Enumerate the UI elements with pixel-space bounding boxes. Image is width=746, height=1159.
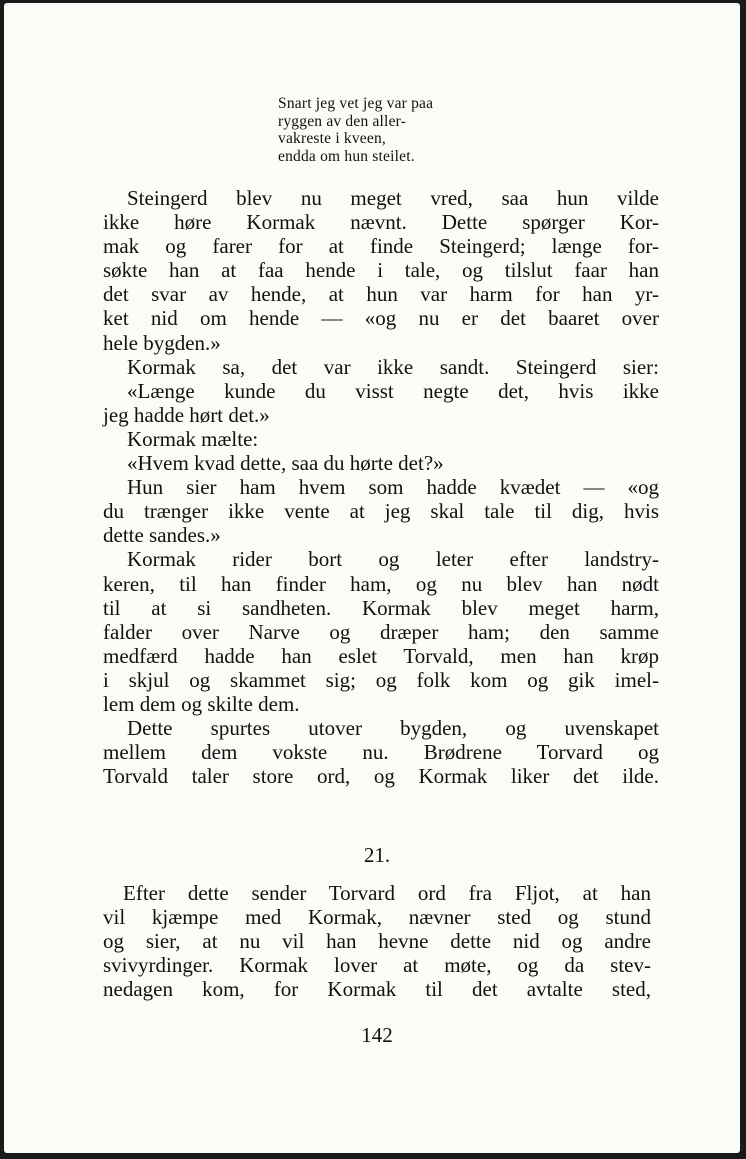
text-line: Steingerd blev nu meget vred, saa hun vilde bbox=[127, 186, 659, 210]
text-line: svivyrdinger. Kormak lover at møte, og da stev- bbox=[103, 953, 651, 978]
text-line: søkte han at faa hende i tale, og tilslut faar han bbox=[103, 258, 659, 283]
verse-line: vakreste i kveen, bbox=[278, 130, 386, 147]
text-line: medfærd hadde han eslet Torvald, men han krøp bbox=[103, 643, 659, 668]
chapter-text bbox=[103, 881, 651, 1001]
text-line: nedagen kom, for Kormak til det avtalte sted, bbox=[103, 977, 651, 1002]
book-page bbox=[4, 3, 740, 1153]
text-line: Efter dette sender Torvard ord fra Fljot, at han bbox=[123, 881, 651, 905]
text-line: det svar av hende, at hun var harm for han yr- bbox=[103, 282, 659, 307]
text-line: dette sandes.» bbox=[103, 523, 221, 548]
page-number: 142 bbox=[361, 1023, 393, 1047]
text-line: ket nid om hende — «og nu er det baaret over bbox=[103, 306, 659, 331]
text-line: falder over Narve og dræper ham; den samme bbox=[103, 619, 659, 644]
verse-line: endda om hun steilet. bbox=[278, 147, 415, 165]
text-line: lem dem og skilte dem. bbox=[103, 691, 300, 716]
text-line: Kormak mælte: bbox=[127, 426, 259, 451]
text-line: «Længe kunde du visst negte det, hvis ikke bbox=[127, 378, 659, 403]
text-line: keren, til han finder ham, og nu blev han nødt bbox=[103, 571, 659, 596]
chapter-heading: 21. bbox=[363, 843, 391, 867]
text-line: mellem dem vokste nu. Brødrene Torvard og bbox=[103, 740, 659, 765]
text-line: mak og farer for at finde Steingerd; længe for- bbox=[103, 234, 659, 259]
text-line: til at si sandheten. Kormak blev meget harm, bbox=[103, 595, 659, 620]
text-line: jeg hadde hørt det.» bbox=[103, 402, 270, 427]
text-line: vil kjæmpe med Kormak, nævner sted og stund bbox=[103, 905, 651, 930]
text-line: Kormak sa, det var ikke sandt. Steingerd sier: bbox=[127, 354, 659, 379]
text-line: Torvald taler store ord, og Kormak liker det ilde. bbox=[103, 764, 659, 789]
verse-line: Snart jeg vet jeg var paa bbox=[278, 95, 434, 112]
text-line: og sier, at nu vil han hevne dette nid og andre bbox=[103, 929, 651, 954]
text-line: Dette spurtes utover bygden, og uvenskapet bbox=[127, 716, 659, 741]
text-line: i skjul og skammet sig; og folk kom og gik imel- bbox=[103, 667, 659, 692]
text-line: du trænger ikke vente at jeg skal tale til dig, hvis bbox=[103, 499, 659, 524]
text-line: Kormak rider bort og leter efter landstry- bbox=[127, 547, 659, 572]
verse-stanza bbox=[278, 95, 538, 165]
main-text bbox=[103, 186, 659, 788]
text-line: hele bygden.» bbox=[103, 330, 221, 355]
verse-line: ryggen av den aller- bbox=[278, 112, 407, 130]
text-line: «Hvem kvad dette, saa du hørte det?» bbox=[127, 451, 444, 476]
text-line: ikke høre Kormak nævnt. Dette spørger Kor- bbox=[103, 210, 659, 235]
text-line: Hun sier ham hvem som hadde kvædet — «og bbox=[127, 475, 659, 500]
